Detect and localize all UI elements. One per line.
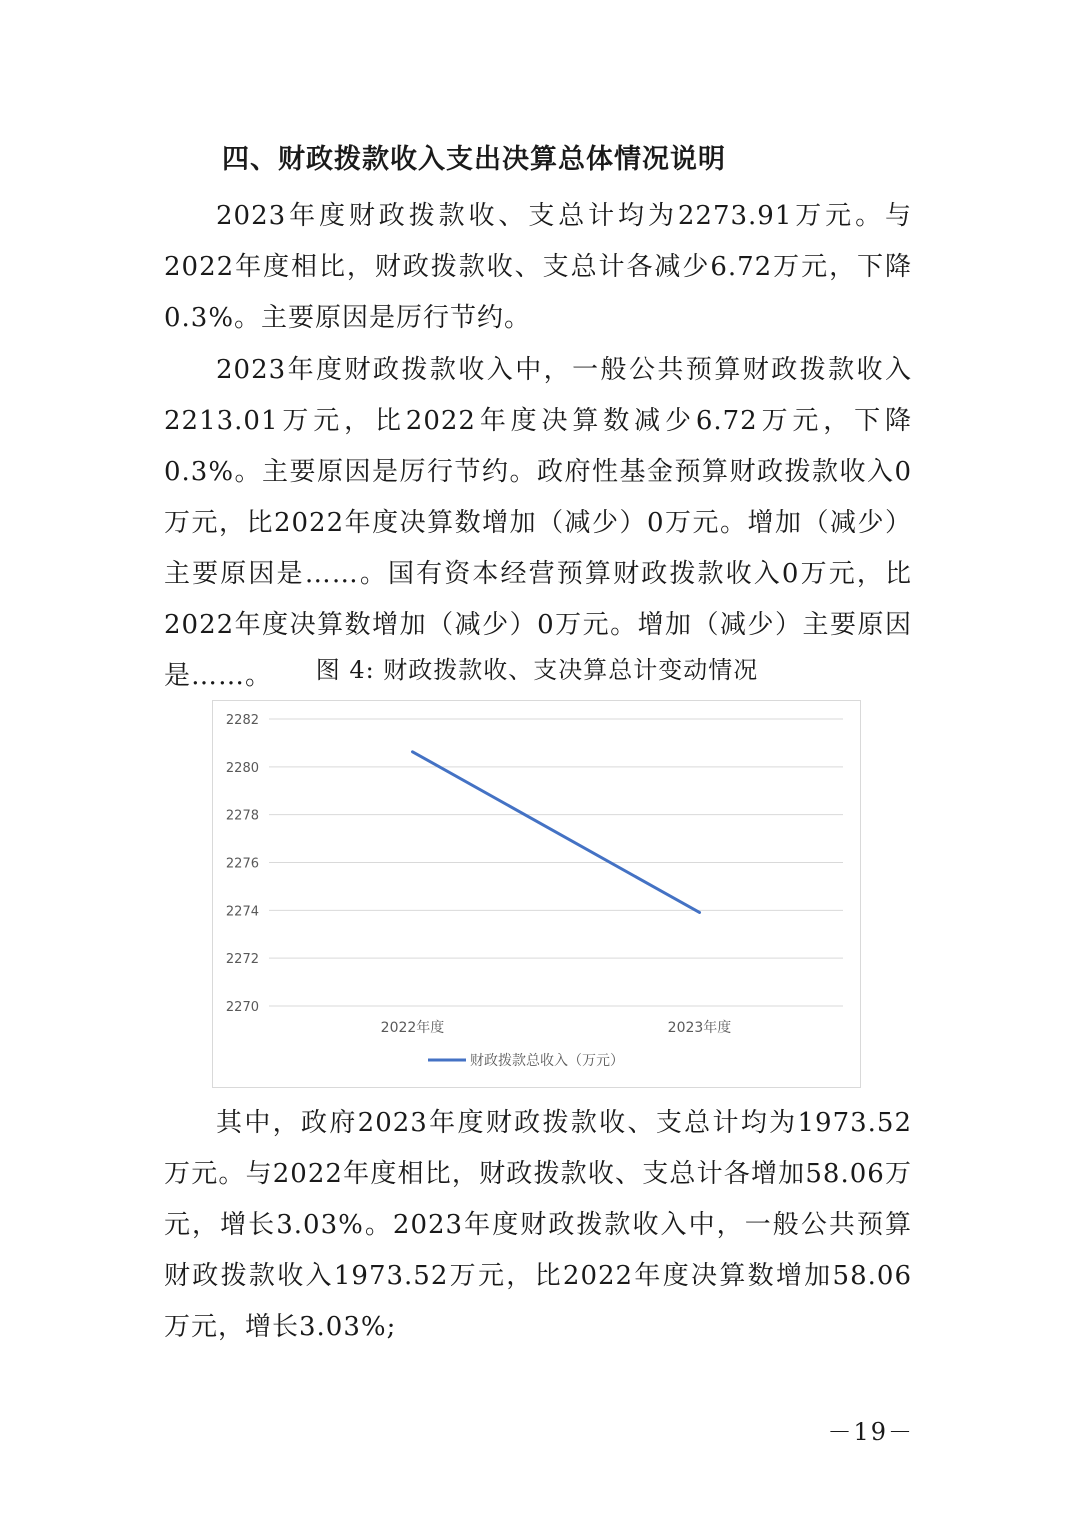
y-tick-label: 2270 — [225, 1000, 259, 1015]
series-line — [413, 752, 700, 913]
y-tick-label: 2274 — [225, 904, 259, 920]
y-tick-label: 2278 — [225, 808, 259, 824]
legend-label: 财政拨款总收入（万元） — [470, 1053, 624, 1069]
x-tick-label: 2023年度 — [667, 1020, 732, 1036]
y-tick-label: 2272 — [225, 952, 259, 968]
y-tick-label: 2282 — [225, 713, 259, 728]
y-tick-label: 2276 — [225, 856, 259, 872]
paragraph-income-breakdown: 2023年度财政拨款收入中，一般公共预算财政拨款收入2213.01万元，比2022年度决算数减少6.72万元，下降0.3%。主要原因是厉行节约。政府性基金预算财政拨款收入0万元，比2022年度决算数增加（减少）0万元。增加（减少）主要原因是……。国有资本经营预算财政拨款收入0万元，比2022年度决算数增加（减少）0万元。增加（减少）主要原因是……。 — [164, 355, 912, 691]
paragraph-total-summary: 2023年度财政拨款收、支总计均为2273.91万元。与2022年度相比，财政拨款收、支总计各减少6.72万元，下降0.3%。主要原因是厉行节约。 — [164, 201, 912, 333]
section-heading: 四、财政拨款收入支出决算总体情况说明 — [222, 144, 726, 175]
y-tick-label: 2280 — [225, 760, 259, 776]
figure-caption: 图 4: 财政拨款收、支决算总计变动情况 — [315, 656, 759, 684]
x-tick-label: 2022年度 — [380, 1020, 445, 1036]
chart-svg — [213, 701, 862, 1089]
line-chart — [212, 700, 861, 1088]
page-number: －19－ — [827, 1418, 914, 1446]
paragraph-government-detail: 其中，政府2023年度财政拨款收、支总计均为1973.52万元。与2022年度相比，财政拨款收、支总计各增加58.06万元，增长3.03%。2023年度财政拨款收入中，一般公共预算财政拨款收入1973.52万元，比2022年度决算数增加58.06万元，增长3.03%; — [164, 1108, 912, 1342]
